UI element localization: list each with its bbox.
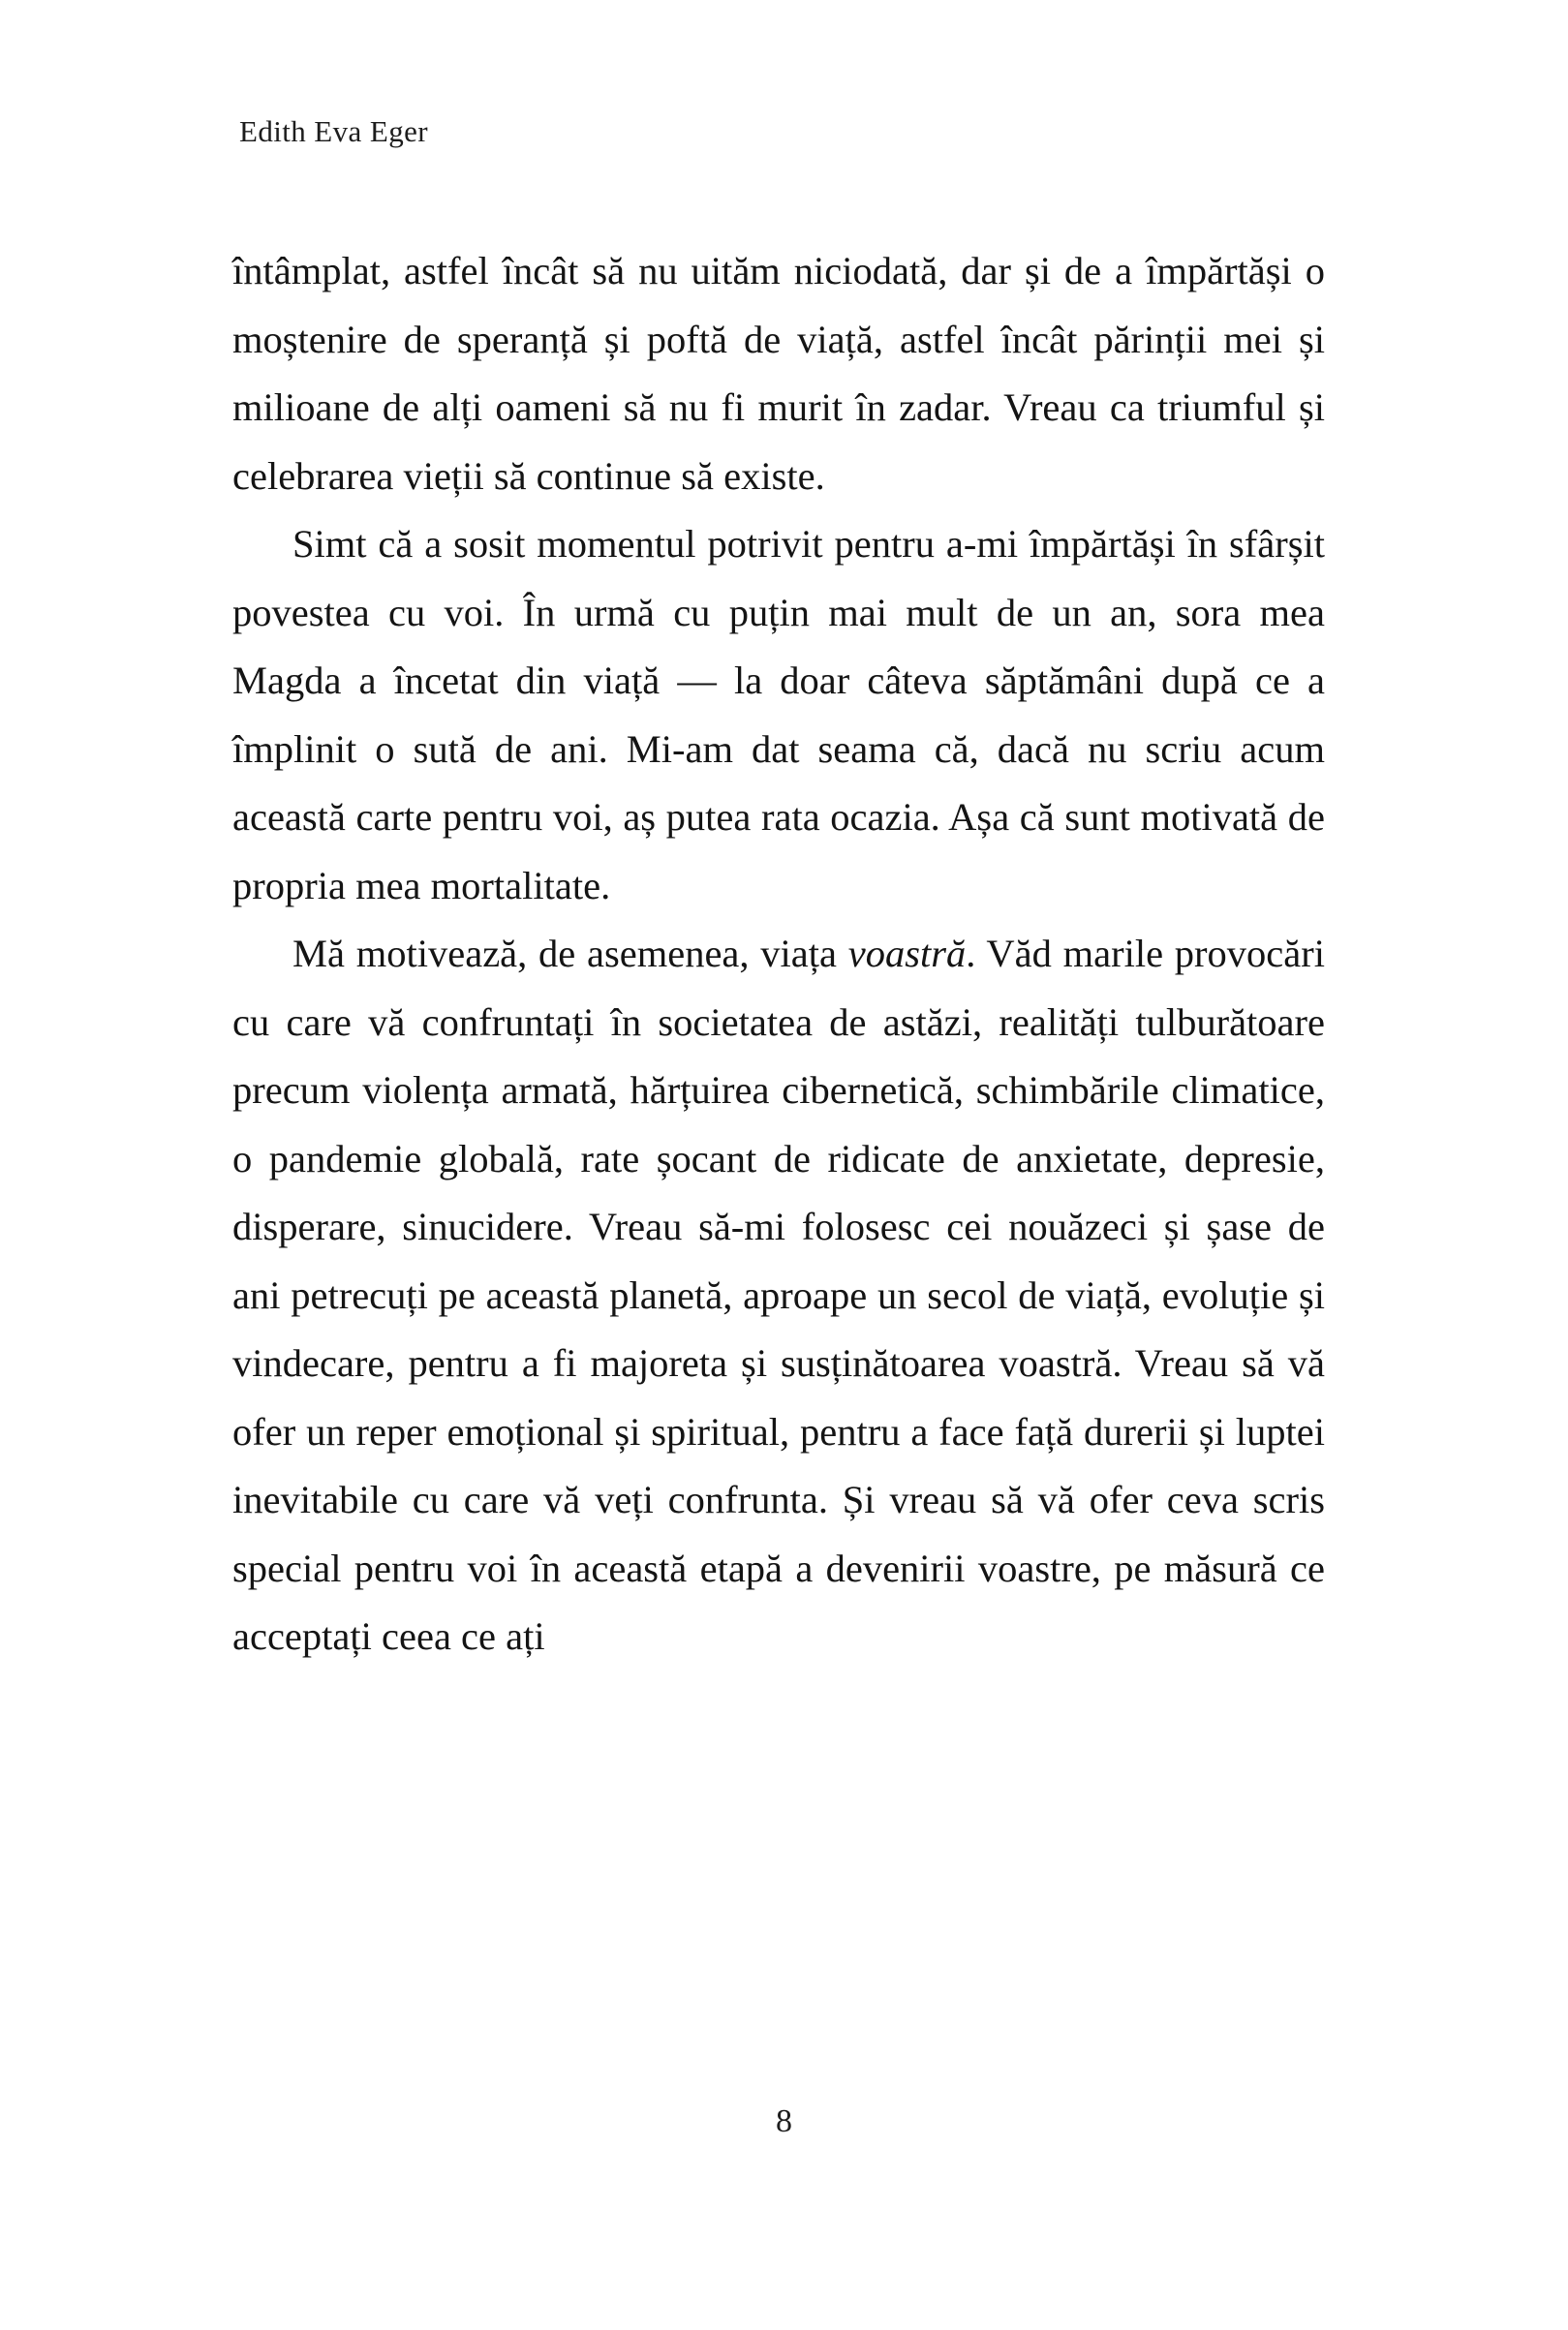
paragraph-3-emphasis: voastră xyxy=(847,932,967,975)
paragraph-1 xyxy=(232,237,1325,510)
page-body-text xyxy=(232,237,1325,1671)
paragraph-1-text: întâmplat, astfel încât să nu uităm niciodată, dar și de a împărtăși o moștenire de speranță și poftă de viață, astfel încât părinții mei și milioane de alți oameni să nu fi murit în zadar. Vreau ca triumful și celebrarea vieții să continue să existe. xyxy=(232,249,1325,498)
running-head-author: Edith Eva Eger xyxy=(239,114,428,148)
paragraph-2 xyxy=(232,510,1325,920)
paragraph-3-text-before-emphasis: Mă motivează, de asemenea, viața xyxy=(292,932,848,975)
paragraph-2-text: Simt că a sosit momentul potrivit pentru a-mi împărtăși în sfârșit povestea cu voi. În urmă cu puțin mai mult de un an, sora mea Magda a încetat din viață — la doar câteva săptămâni după ce a împlinit o sută de ani. Mi-am dat seama că, dacă nu scriu acum această carte pentru voi, aș putea rata ocazia. Așa că sunt motivată de propria mea mortalitate. xyxy=(232,522,1325,907)
page-number: 8 xyxy=(776,2103,792,2139)
paragraph-3-text-after-emphasis: . Văd marile provocări cu care vă confruntați în societatea de astăzi, realități tulburătoare precum violența armată, hărțuirea cibernetică, schimbările climatice, o pandemie globală, rate șocant de ridicate de anxietate, depresie, disperare, sinucidere. Vreau să-mi folosesc cei nouăzeci și șase de ani petrecuți pe această planetă, aproape un secol de viață, evoluție și vindecare, pentru a fi majoreta și susținătoarea voastră. Vreau să vă ofer un reper emoțional și spiritual, pentru a face față durerii și luptei inevitabile cu care vă veți confrunta. Și vreau să vă ofer ceva scris special pentru voi în această etapă a devenirii voastre, pe măsură ce acceptați ceea ce ați xyxy=(232,932,1325,1658)
paragraph-3 xyxy=(232,920,1325,1671)
